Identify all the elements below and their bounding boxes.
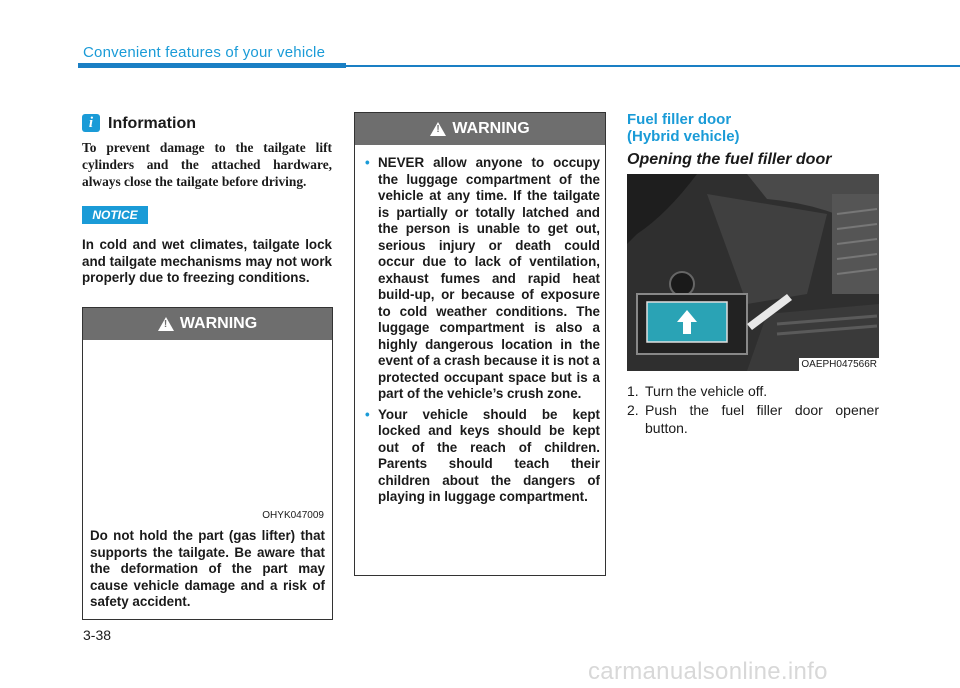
step-number: 2.	[627, 402, 639, 418]
warning-item: • Your vehicle should be kept locked and keys should be kept out of the reach of children. Parents should teach their children about the dangers of playing in luggage compartment.	[365, 407, 600, 506]
fuel-title-line1: Fuel filler door	[627, 111, 732, 128]
info-icon: i	[82, 114, 100, 132]
fuel-door-button-photo	[627, 174, 879, 371]
fuel-steps-list	[627, 382, 879, 438]
information-title: Information	[108, 115, 196, 132]
warning-heading: WARNING	[452, 120, 530, 137]
warning-box-gas-lifter	[82, 307, 333, 620]
warning-heading: WARNING	[179, 315, 258, 332]
dashboard-illustration	[627, 174, 879, 371]
step-text: Turn the vehicle off.	[645, 383, 768, 399]
page-number: 3-38	[83, 627, 112, 643]
fuel-section-title	[627, 111, 740, 145]
warning-body: Do not hold the part (gas lifter) that supports the tailgate. Be aware that the deformation of the part may cause vehicle damage and a risk of safety accident.	[90, 528, 325, 609]
figure-label: OAEPH047566R	[801, 359, 877, 370]
notice-badge: NOTICE	[82, 206, 148, 224]
section-header-title: Convenient features of your vehicle	[83, 44, 326, 61]
figure-label: OHYK047009	[262, 510, 324, 521]
information-body: To prevent damage to the tailgate lift cylinders and the attached hardware, always close the tailgate before driving.	[82, 140, 332, 189]
notice-body: In cold and wet climates, tailgate lock and tailgate mechanisms may not work properly due to freezing conditions.	[82, 237, 332, 285]
warning-item: • NEVER allow anyone to occupy the luggage compartment of the vehicle at any time. If the tailgate is partially or totally latched and the person is unable to get out, serious injury or death could occur due to lack of ventilation, exhaust fumes and rapid heat build-up, or because of exposure to cold weather conditions. The luggage compartment is also a highly dangerous location in the event of a crash because it is not a protected occupant space but is a part of the vehicle’s crush zone.	[365, 155, 600, 403]
header-rule-thick	[78, 63, 346, 68]
fuel-title-line2: (Hybrid vehicle)	[627, 128, 740, 145]
fuel-subtitle: Opening the fuel filler door	[627, 151, 832, 168]
list-item	[627, 401, 879, 437]
warning-header	[355, 113, 605, 145]
warning-triangle-icon	[430, 122, 446, 136]
warning-list	[365, 155, 600, 510]
warning-triangle-icon	[158, 317, 174, 331]
step-number: 1.	[627, 383, 639, 399]
list-item	[627, 382, 879, 400]
warning-header	[83, 308, 332, 340]
warning-box-luggage	[354, 112, 606, 576]
step-text: Push the fuel filler door opener button.	[645, 402, 879, 436]
header-rule-thin	[346, 65, 960, 67]
footer-watermark: carmanualsonline.info	[588, 658, 828, 685]
